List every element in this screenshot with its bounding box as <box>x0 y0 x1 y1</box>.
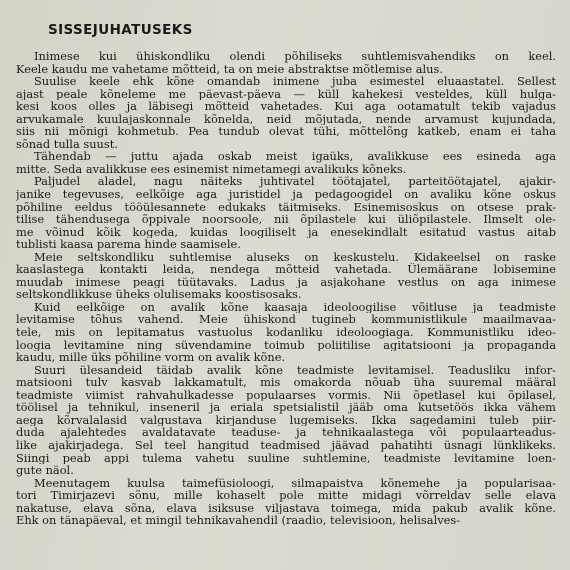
text-line: like ajakirjadega. Sel teel hangitud teadmised jäävad pahatihti üsnagi lünklikeks. <box>16 438 556 452</box>
paragraph <box>16 175 556 250</box>
paragraph <box>16 50 556 75</box>
text-line: tilise tähendusega õppivale noorsoole, nii õpilastele kui üliõpilastele. Ilmselt ole- <box>16 213 556 226</box>
text-line: tublisti kaasa parema hinde saamisele. <box>16 238 241 251</box>
text-line: töölisel ja tehnikul, inseneril ja eriala spetsialistil jääb oma kutsetöös ikka vähem <box>16 401 556 414</box>
text-line: levitamise tõhus vahend. Meie ühiskond tugineb kommunistlikule maailmavaa- <box>16 313 556 327</box>
text-line: Siingi peab appi tulema vahetu suuline suhtlemine, teadmiste levitamine loen- <box>16 451 556 465</box>
text-line: matsiooni tulv kasvab lakkamatult, mis omakorda nõuab üha suuremal määral <box>16 376 556 389</box>
paragraph <box>16 477 556 527</box>
text-line: ajast peale kõneleme me päevast-päeva — küll kahekesi vesteldes, küll hulga- <box>16 87 556 101</box>
text-line: põhiline eeldus tööülesannete edukaks täitmiseks. Esinemisoskus on otsese prak- <box>16 200 556 214</box>
text-line: kaaslastega kontakti leida, nendega mõtteid vahetada. Ülemäärane lobisemine <box>16 263 556 276</box>
text-line: arvukamale kuulajaskonnale kõnelda, neid mõjutada, nende arvamust kujundada, <box>16 112 556 126</box>
text-line: kaudu, mille üks põhiline vorm on avalik kõne. <box>16 351 286 364</box>
text-line: Paljudel aladel, nagu näiteks juhtivatel töötajatel, parteitöötajatel, ajakir- <box>34 175 556 189</box>
text-line: siis nii mõnigi kohmetub. Pea tundub olevat tühi, mõttelõng katkeb, enam ei taha <box>16 125 556 138</box>
text-line: Meie seltskondliku suhtlemise aluseks on keskustelu. Kidakeelsel on raske <box>34 250 556 264</box>
paragraph <box>16 251 556 301</box>
text-line: gute näol. <box>16 464 74 477</box>
text-line: Tähendab — juttu ajada oskab meist igaüks, avalikkuse ees esineda aga <box>34 150 556 163</box>
text-line: tele, mis on lepitamatus vastuolus kodanliku ideoloogiaga. Kommunistliku ideo- <box>16 326 556 339</box>
text-line: Ehk on tänapäeval, et mingil tehnikavahendil (raadio, televisioon, helisalves- <box>16 514 461 527</box>
text-line: mitte. Seda avalikkuse ees esinemist nimetamegi avalikuks kõneks. <box>16 162 407 176</box>
paragraph <box>16 75 556 150</box>
paragraph <box>16 364 556 477</box>
text-line: loogia levitamine ning süvendamine toimub poliitilise agitatsiooni ja propaganda <box>16 338 556 352</box>
text-line: Suuri ülesandeid täidab avalik kõne teadmiste levitamisel. Teadusliku infor- <box>34 363 556 377</box>
body-text <box>16 50 556 527</box>
text-line: teadmiste viimist rahvahulkadesse populaarses vormis. Nii õpetlasel kui õpilasel, <box>16 388 556 402</box>
text-line: Kuid eelkõige on avalik kõne kaasaja ideoloogilise võitluse ja teadmiste <box>34 300 556 314</box>
chapter-heading: SISSEJUHATUSEKS <box>48 22 193 38</box>
text-line: nakatuse, elava sõna, elava isiksuse viljastava toimega, mida pakub avalik kõne. <box>16 501 556 515</box>
text-line: Suulise keele ehk kõne omandab inimene juba esimestel eluaastatel. Sellest <box>34 75 556 88</box>
text-line: Keele kaudu me vahetame mõtteid, ta on meie abstraktse mõtlemise alus. <box>16 62 443 76</box>
text-line: Meenutagem kuulsa taimefüsioloogi, silmapaistva kõnemehe ja popularisaa- <box>34 476 556 490</box>
text-line: muudab inimese peagi tüütavaks. Ladus ja asjakohane vestlus on aga inimese <box>16 275 556 289</box>
text-line: seltskondlikkuse üheks olulisemaks koostisosaks. <box>16 288 302 301</box>
paragraph <box>16 301 556 364</box>
text-line: aega kõrvalalasid valgustava kirjanduse lugemiseks. Ikka sagedamini tuleb piir- <box>16 413 556 427</box>
text-line: sõnad tulla suust. <box>16 137 118 151</box>
text-line: janike tegevuses, eelkõige aga juristidel ja pedagoogidel on avaliku kõne oskus <box>16 188 556 201</box>
paragraph <box>16 150 556 175</box>
text-line: duda ajalehtedes avaldatavate teaduse- ja tehnikaalastega või populaarteadus- <box>16 426 556 439</box>
text-line: me võinud kõik kogeda, kuidas loogiliselt ja enesekindlalt esitatud vastus aitab <box>16 225 556 239</box>
text-line: kesi koos olles ja läbisegi mõtteid vahetades. Kui aga ootamatult tekib vajadus <box>16 100 556 113</box>
text-line: Inimese kui ühiskondliku olendi põhiliseks suhtlemisvahendiks on keel. <box>34 50 556 63</box>
text-line: tori Timirjazevi sõnu, mille kohaselt pole mitte midagi võrreldav selle elava <box>16 489 556 502</box>
